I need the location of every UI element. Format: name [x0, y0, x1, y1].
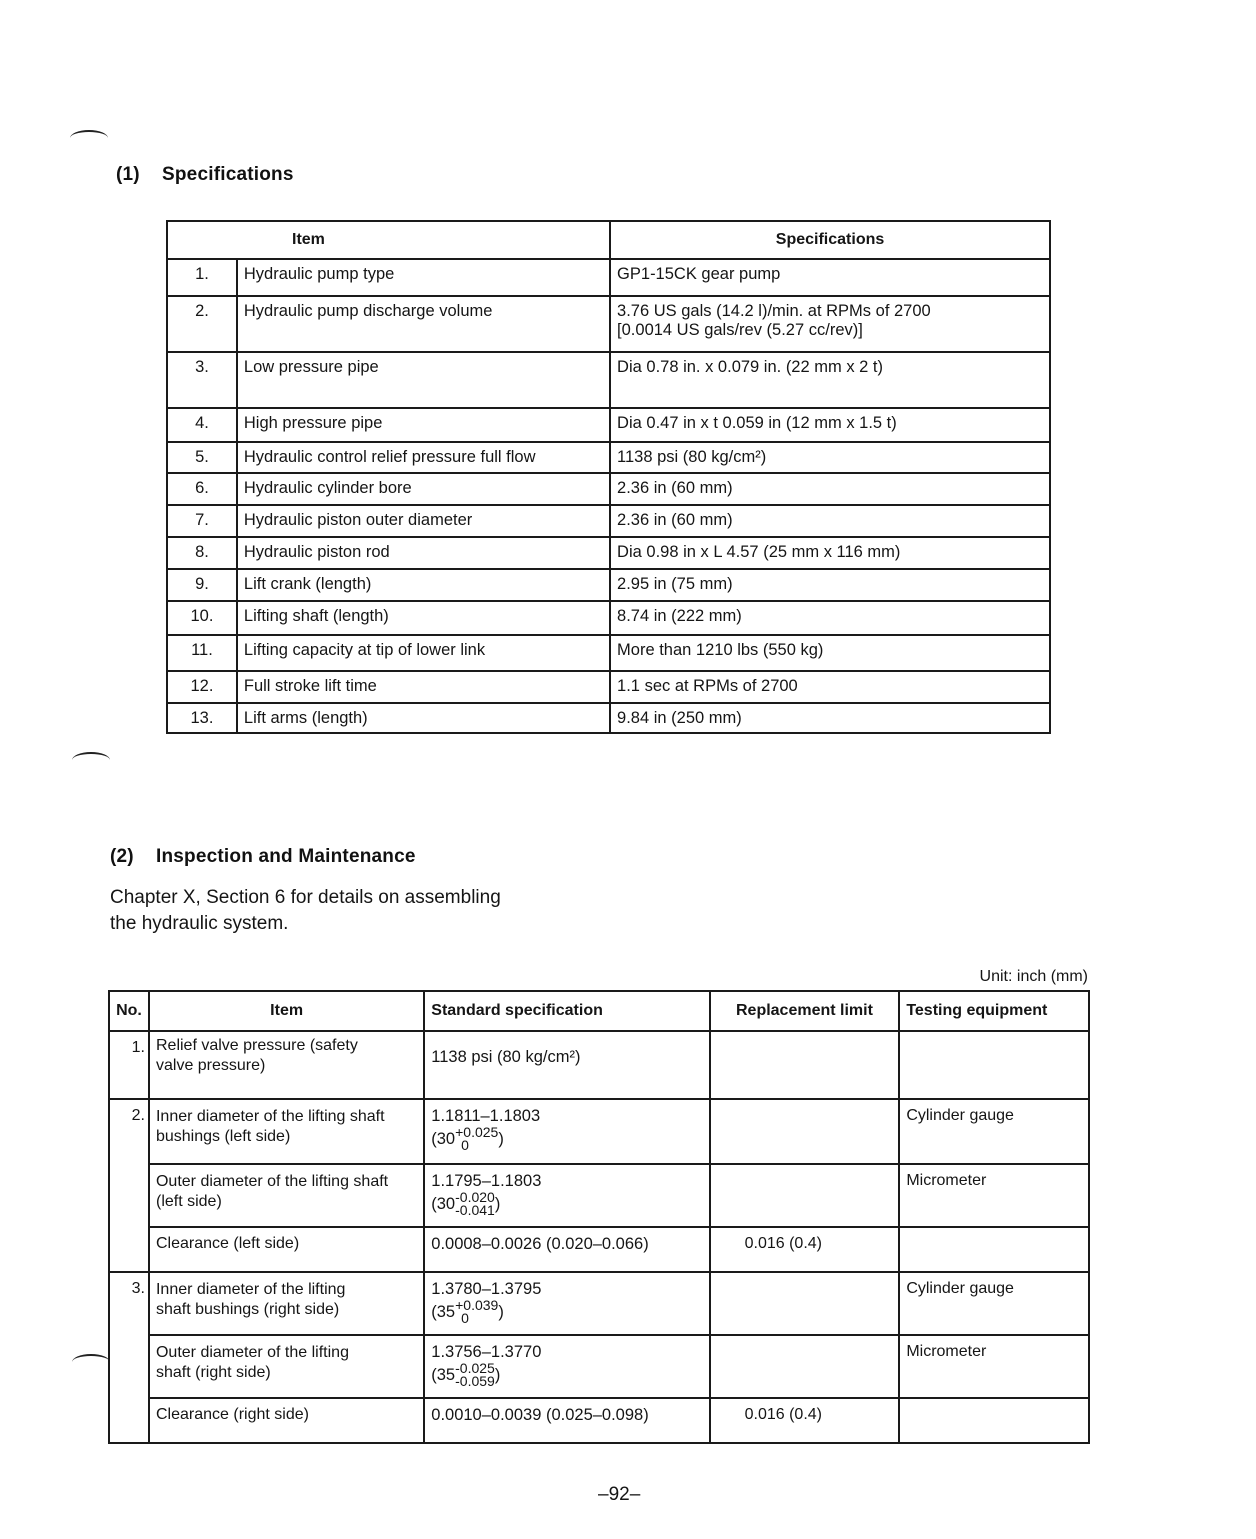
table-row	[167, 296, 1050, 352]
tolerance-upper: +0.025	[455, 1124, 499, 1140]
tolerance-close: )	[494, 1365, 501, 1384]
header-no: No.	[109, 991, 149, 1031]
tolerance-lower: -0.059	[455, 1373, 495, 1389]
row-item: Hydraulic pump type	[237, 259, 610, 296]
row-number: 4.	[167, 408, 237, 442]
row-item: Hydraulic cylinder bore	[237, 473, 610, 505]
table-row	[167, 352, 1050, 408]
section-number: (2)	[110, 846, 134, 867]
row-number: 11.	[167, 635, 237, 671]
table-row	[167, 671, 1050, 703]
tolerance-lower: 0	[461, 1137, 469, 1153]
row-item: Clearance (right side)	[149, 1398, 424, 1443]
row-standard: 1138 psi (80 kg/cm²)	[424, 1031, 709, 1099]
standard-range: 1.3780–1.3795	[431, 1280, 542, 1298]
table-row	[109, 1099, 1089, 1164]
section-title: Specifications	[162, 164, 294, 185]
table-row	[167, 442, 1050, 473]
row-equipment: Micrometer	[899, 1335, 1089, 1398]
row-number: 7.	[167, 505, 237, 537]
tolerance-close: )	[498, 1129, 504, 1148]
tolerance	[431, 1362, 702, 1388]
row-item: Lift arms (length)	[237, 703, 610, 733]
header-specifications: Specifications	[610, 221, 1050, 259]
tolerance	[431, 1191, 702, 1217]
row-item: Hydraulic piston outer diameter	[237, 505, 610, 537]
section-number: (1)	[116, 164, 140, 185]
header-item: Item	[167, 221, 610, 259]
table-row	[167, 703, 1050, 733]
row-equipment	[899, 1227, 1089, 1272]
row-specification: GP1-15CK gear pump	[610, 259, 1050, 296]
row-number: 2.	[167, 296, 237, 352]
row-item: Hydraulic pump discharge volume	[237, 296, 610, 352]
table-row	[109, 1272, 1089, 1335]
assembly-note	[110, 885, 501, 937]
row-limit: 0.016 (0.4)	[710, 1227, 900, 1272]
row-item: Lift crank (length)	[237, 569, 610, 601]
row-item: High pressure pipe	[237, 408, 610, 442]
row-item: Full stroke lift time	[237, 671, 610, 703]
row-specification: 2.36 in (60 mm)	[610, 473, 1050, 505]
row-standard: 0.0010–0.0039 (0.025–0.098)	[424, 1398, 709, 1443]
row-standard	[424, 1335, 709, 1398]
tolerance-close: )	[494, 1194, 501, 1213]
row-number: 2.	[109, 1099, 149, 1272]
table-row	[167, 601, 1050, 635]
margin-mark	[72, 752, 110, 768]
row-item: Inner diameter of the lifting shaft bushings (left side)	[149, 1099, 424, 1164]
margin-mark	[72, 1354, 110, 1370]
row-number: 9.	[167, 569, 237, 601]
tolerance-limits	[455, 1191, 495, 1217]
row-equipment	[899, 1398, 1089, 1443]
table-row	[167, 473, 1050, 505]
section-1-heading	[116, 164, 294, 186]
tolerance-lower: -0.041	[455, 1202, 495, 1218]
row-number: 8.	[167, 537, 237, 569]
row-number: 10.	[167, 601, 237, 635]
tolerance-base: (30	[431, 1129, 456, 1148]
page-number: –92–	[598, 1484, 641, 1505]
tolerance-limits	[455, 1126, 498, 1152]
assembly-note-line-2: the hydraulic system.	[110, 913, 289, 934]
tolerance-close: )	[498, 1302, 504, 1321]
row-number: 1.	[167, 259, 237, 296]
table-row	[109, 1398, 1089, 1443]
table-row	[109, 1164, 1089, 1227]
row-limit	[710, 1335, 900, 1398]
row-item: Outer diameter of the lifting shaft (left side)	[149, 1164, 424, 1227]
section-title: Inspection and Maintenance	[156, 846, 416, 867]
row-specification: Dia 0.98 in x L 4.57 (25 mm x 116 mm)	[610, 537, 1050, 569]
row-limit	[710, 1164, 900, 1227]
tolerance-base: (35	[431, 1365, 456, 1384]
row-standard	[424, 1164, 709, 1227]
row-specification: 9.84 in (250 mm)	[610, 703, 1050, 733]
row-limit	[710, 1031, 900, 1099]
row-standard	[424, 1099, 709, 1164]
row-equipment: Micrometer	[899, 1164, 1089, 1227]
margin-mark	[70, 130, 108, 146]
row-equipment	[899, 1031, 1089, 1099]
row-item: Low pressure pipe	[237, 352, 610, 408]
tolerance-upper: -0.020	[455, 1189, 495, 1205]
row-specification: 8.74 in (222 mm)	[610, 601, 1050, 635]
inspection-table	[108, 990, 1090, 1444]
table-row	[109, 1031, 1089, 1099]
table-row	[167, 537, 1050, 569]
row-item: Inner diameter of the lifting shaft bushings (right side)	[149, 1272, 424, 1335]
header-equipment: Testing equipment	[899, 991, 1089, 1031]
row-limit: 0.016 (0.4)	[710, 1398, 900, 1443]
row-specification: More than 1210 lbs (550 kg)	[610, 635, 1050, 671]
row-number: 3.	[167, 352, 237, 408]
standard-range: 1.3756–1.3770	[431, 1343, 542, 1361]
row-standard	[424, 1272, 709, 1335]
header-standard: Standard specification	[424, 991, 709, 1031]
table-row	[167, 569, 1050, 601]
row-limit	[710, 1272, 900, 1335]
table-row	[167, 635, 1050, 671]
row-specification: 1.1 sec at RPMs of 2700	[610, 671, 1050, 703]
table-row	[167, 408, 1050, 442]
header-item: Item	[149, 991, 424, 1031]
unit-label: Unit: inch (mm)	[979, 968, 1088, 985]
row-number: 1.	[109, 1031, 149, 1099]
standard-range: 1.1811–1.1803	[431, 1107, 541, 1125]
row-item: Hydraulic control relief pressure full flow	[237, 442, 610, 473]
table-row	[109, 1227, 1089, 1272]
specifications-body	[167, 259, 1050, 733]
tolerance	[431, 1299, 702, 1325]
row-item: Clearance (left side)	[149, 1227, 424, 1272]
row-specification: 2.95 in (75 mm)	[610, 569, 1050, 601]
row-item: Outer diameter of the lifting shaft (right side)	[149, 1335, 424, 1398]
row-equipment: Cylinder gauge	[899, 1099, 1089, 1164]
standard-range: 1.1795–1.1803	[431, 1172, 542, 1190]
assembly-note-line-1: Chapter X, Section 6 for details on assembling	[110, 887, 501, 908]
section-2-heading	[110, 846, 416, 868]
row-item: Relief valve pressure (safety valve pressure)	[149, 1031, 424, 1099]
table-header-row	[167, 221, 1050, 259]
tolerance-upper: -0.025	[455, 1360, 495, 1376]
row-specification: Dia 0.78 in. x 0.079 in. (22 mm x 2 t)	[610, 352, 1050, 408]
specifications-table	[166, 220, 1051, 734]
tolerance-base: (35	[431, 1302, 456, 1321]
row-item: Lifting shaft (length)	[237, 601, 610, 635]
row-number: 3.	[109, 1272, 149, 1443]
table-row	[109, 1335, 1089, 1398]
tolerance-limits	[455, 1299, 498, 1325]
table-row	[167, 505, 1050, 537]
tolerance-limits	[455, 1362, 495, 1388]
row-specification: Dia 0.47 in x t 0.059 in (12 mm x 1.5 t)	[610, 408, 1050, 442]
row-number: 12.	[167, 671, 237, 703]
tolerance-base: (30	[431, 1194, 456, 1213]
table-header-row	[109, 991, 1089, 1031]
row-item: Hydraulic piston rod	[237, 537, 610, 569]
row-specification: 1138 psi (80 kg/cm²)	[610, 442, 1050, 473]
table-row	[167, 259, 1050, 296]
tolerance-lower: 0	[461, 1310, 469, 1326]
row-number: 6.	[167, 473, 237, 505]
tolerance-upper: +0.039	[455, 1297, 499, 1313]
row-number: 5.	[167, 442, 237, 473]
row-limit	[710, 1099, 900, 1164]
row-equipment: Cylinder gauge	[899, 1272, 1089, 1335]
row-specification: 2.36 in (60 mm)	[610, 505, 1050, 537]
row-standard: 0.0008–0.0026 (0.020–0.066)	[424, 1227, 709, 1272]
tolerance	[431, 1126, 702, 1152]
header-limit: Replacement limit	[710, 991, 900, 1031]
row-item: Lifting capacity at tip of lower link	[237, 635, 610, 671]
row-specification: 3.76 US gals (14.2 l)/min. at RPMs of 2700 [0.0014 US gals/rev (5.27 cc/rev)]	[610, 296, 1050, 352]
row-number: 13.	[167, 703, 237, 733]
